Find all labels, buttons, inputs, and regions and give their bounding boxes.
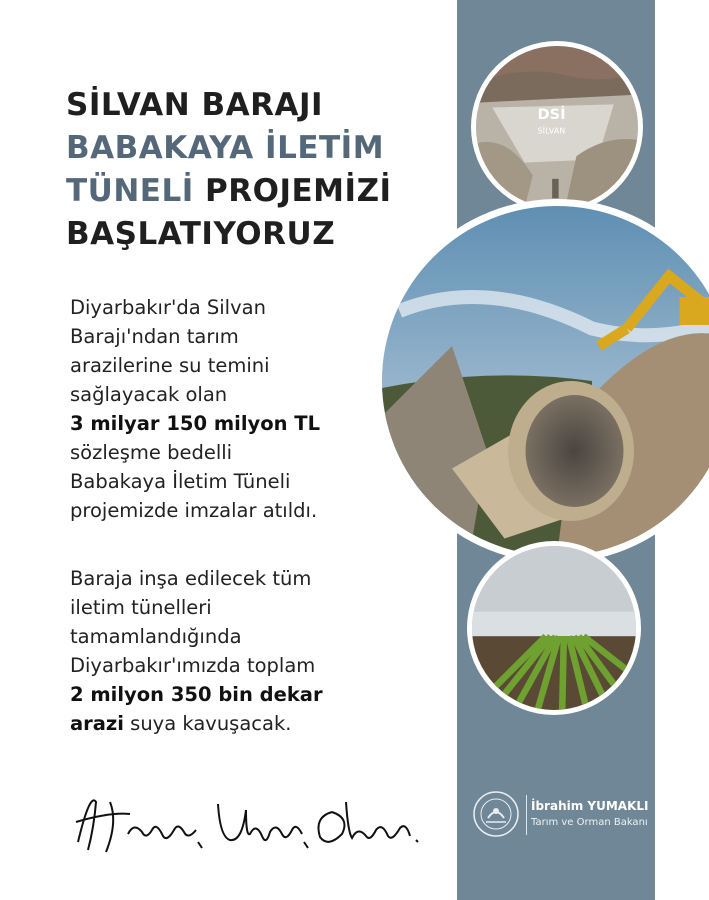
para2-line: Diyarbakır'ımızda toplam (70, 654, 316, 677)
para2-line: iletim tünelleri (70, 596, 212, 619)
para1-line: projemizde imzalar atıldı. (70, 499, 318, 522)
para1-line: arazilerine su temini (70, 354, 270, 377)
headline-line-3-rest: PROJEMİZİ (193, 173, 392, 209)
para2-line-end: suya kavuşacak. (123, 712, 292, 735)
minister-name: İbrahim YUMAKLI (531, 799, 649, 813)
headline (66, 84, 446, 256)
headline-line-4: BAŞLATIYORUZ (66, 216, 336, 252)
para1-line: Babakaya İletim Tüneli (70, 470, 291, 493)
headline-line-2: BABAKAYA İLETİM (66, 130, 385, 166)
pipe-construction-photo (375, 199, 709, 563)
dam-sign-text: DSİ (537, 105, 566, 123)
para2-line: Baraja inşa edilecek tüm (70, 567, 312, 590)
footer-divider (526, 795, 527, 835)
irrigation-field-photo (467, 541, 641, 715)
para1-line: Diyarbakır'da Silvan (70, 296, 266, 319)
headline-line-1: SİLVAN BARAJI (66, 87, 324, 123)
para1-line: Barajı'ndan tarım (70, 325, 239, 348)
para2-line: tamamlandığında (70, 625, 242, 648)
paragraph-outcome (70, 564, 390, 738)
headline-line-3-accent: TÜNELİ (66, 173, 194, 209)
contract-amount: 3 milyar 150 milyon TL (70, 412, 321, 435)
land-amount: 2 milyon 350 bin dekar (70, 683, 323, 706)
paragraph-contract (70, 293, 390, 525)
dam-sign-small-text: SİLVAN (537, 125, 566, 136)
para1-line: sağlayacak olan (70, 383, 228, 406)
ministry-seal-icon (472, 790, 520, 838)
land-word: arazi (70, 712, 124, 735)
dam-photo (471, 41, 643, 213)
handwritten-signature (70, 782, 430, 862)
minister-title: Tarım ve Orman Bakanı (531, 817, 648, 828)
para1-line: sözleşme bedelli (70, 441, 233, 464)
